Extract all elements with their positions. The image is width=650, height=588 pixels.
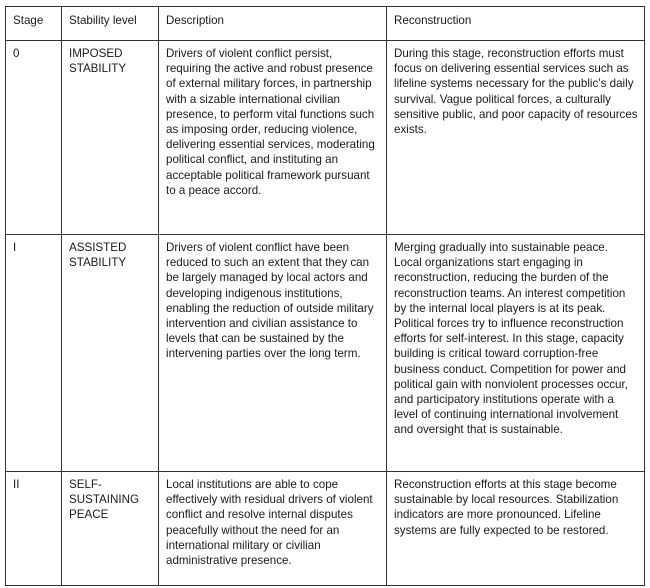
table-header-row (6, 7, 645, 41)
cell-stability-level: ASSISTED STABILITY (62, 235, 159, 472)
header-description: Description (159, 7, 387, 41)
header-stage: Stage (6, 7, 62, 41)
cell-reconstruction: Merging gradually into sustainable peace. Local organizations start engaging in reconstruction, reducing the burden of the reconstruction teams. An interest competition by the internal local players is at its peak. Political forces try to influence reconstruction efforts for self-interest. In this stage, capacity building is critical toward corruption-free business conduct. Competition for power and political gain with nonviolent processes occur, and participatory institutions operate with a level of continuing international involvement and oversight that is sustainable. (387, 235, 645, 472)
cell-stage: I (6, 235, 62, 472)
header-stability-level: Stability level (62, 7, 159, 41)
table-row (6, 235, 645, 472)
cell-stability-level: SELF-SUSTAINING PEACE (62, 472, 159, 586)
cell-description: Drivers of violent conflict persist, requiring the active and robust presence of external military forces, in partnership with a sizable international civilian presence, to perform vital functions such as imposing order, reducing violence, delivering essential services, moderating political conflict, and instituting an acceptable political framework pursuant to a peace accord. (159, 41, 387, 235)
stability-table (5, 6, 645, 586)
cell-description: Drivers of violent conflict have been reduced to such an extent that they can be largely managed by local actors and developing indigenous institutions, enabling the reduction of outside military intervention and civilian assistance to levels that can be sustained by the intervening parties over the long term. (159, 235, 387, 472)
table-row (6, 41, 645, 235)
cell-stage: 0 (6, 41, 62, 235)
cell-description: Local institutions are able to cope effectively with residual drivers of violent conflict and resolve internal disputes peacefully without the need for an international military or civilian administrative presence. (159, 472, 387, 586)
cell-reconstruction: During this stage, reconstruction efforts must focus on delivering essential services such as lifeline systems necessary for the public’s daily survival. Vague political forces, a culturally sensitive public, and poor capacity of resources exists. (387, 41, 645, 235)
header-reconstruction: Reconstruction (387, 7, 645, 41)
cell-stability-level: IMPOSED STABILITY (62, 41, 159, 235)
table-row (6, 472, 645, 586)
cell-stage: II (6, 472, 62, 586)
cell-reconstruction: Reconstruction efforts at this stage become sustainable by local resources. Stabilization indicators are more pronounced. Lifeline systems are fully expected to be restored. (387, 472, 645, 586)
